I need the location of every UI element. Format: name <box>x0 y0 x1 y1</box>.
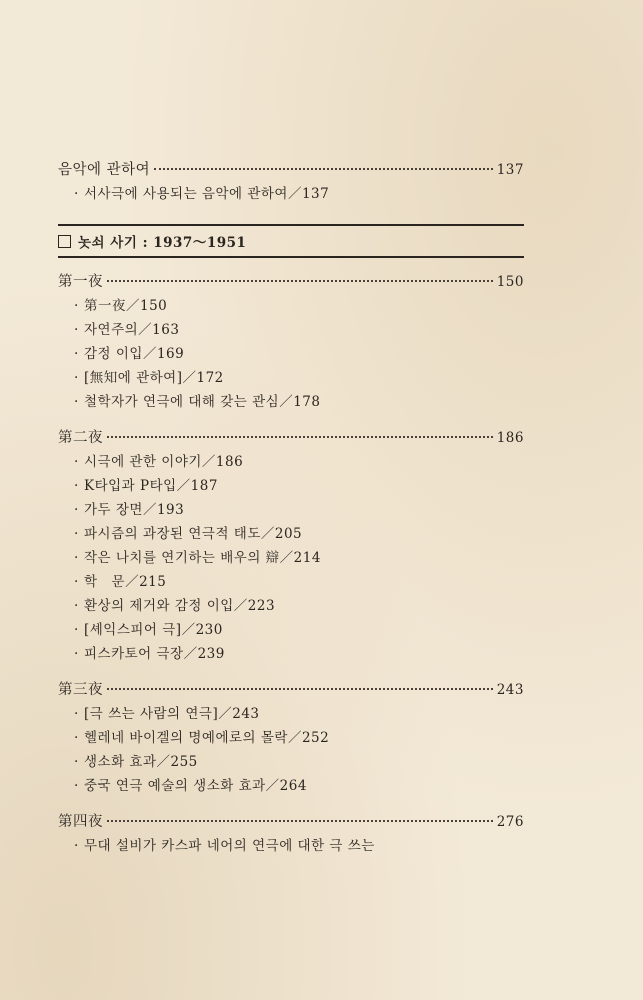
toc-subentry <box>58 498 524 522</box>
subentry-text: 학 문／215 <box>84 574 167 590</box>
toc-entry-third-night <box>58 678 524 702</box>
subentry-text: 서사극에 사용되는 음악에 관하여／137 <box>84 186 330 202</box>
toc-subentry <box>58 774 524 798</box>
table-of-contents <box>58 158 524 858</box>
bullet-marker: · <box>74 598 79 614</box>
bullet-marker: · <box>74 394 79 410</box>
bullet-marker: · <box>74 454 79 470</box>
subentry-text: 철학자가 연극에 대해 갖는 관심／178 <box>84 394 321 410</box>
dot-leader <box>107 280 493 282</box>
subentry-text: 파시즘의 과장된 연극적 태도／205 <box>84 526 303 542</box>
subentry-text: 작은 나치를 연기하는 배우의 辯／214 <box>84 550 321 566</box>
dot-leader <box>154 168 493 170</box>
bullet-marker: · <box>74 478 79 494</box>
bullet-marker: · <box>74 622 79 638</box>
subentry-text: 자연주의／163 <box>84 322 180 338</box>
subentry-text: 第一夜／150 <box>84 298 168 314</box>
bullet-marker: · <box>74 370 79 386</box>
bullet-marker: · <box>74 550 79 566</box>
dot-leader <box>107 688 493 690</box>
subentry-text: 중국 연극 예술의 생소화 효과／264 <box>84 778 307 794</box>
bullet-marker: · <box>74 186 79 202</box>
entry-page-number: 186 <box>496 430 524 446</box>
toc-entry-first-night <box>58 270 524 294</box>
toc-subentry <box>58 618 524 642</box>
bullet-marker: · <box>74 298 79 314</box>
bullet-marker: · <box>74 838 79 854</box>
bullet-marker: · <box>74 778 79 794</box>
subentry-text: [無知에 관하여]／172 <box>84 370 224 386</box>
toc-subentry <box>58 570 524 594</box>
bullet-marker: · <box>74 526 79 542</box>
bullet-marker: · <box>74 730 79 746</box>
square-box-icon <box>58 235 71 248</box>
subentry-text: 헬레네 바이겔의 명예에로의 몰락／252 <box>84 730 330 746</box>
toc-subentry <box>58 726 524 750</box>
bullet-marker: · <box>74 574 79 590</box>
entry-page-number: 276 <box>496 814 524 830</box>
toc-subentry <box>58 390 524 414</box>
entry-page-number: 243 <box>496 682 524 698</box>
entry-page-number: 150 <box>496 274 524 290</box>
bullet-marker: · <box>74 322 79 338</box>
subentry-text: [극 쓰는 사람의 연극]／243 <box>84 706 260 722</box>
entry-page-number: 137 <box>496 162 524 178</box>
subentry-text: 감정 이입／169 <box>84 346 185 362</box>
section-header-text: 놋쇠 사기 : 1937～1951 <box>78 235 247 251</box>
entry-title: 第三夜 <box>58 682 103 698</box>
section-header <box>58 226 524 256</box>
bullet-marker: · <box>74 346 79 362</box>
entry-title: 第四夜 <box>58 814 103 830</box>
bullet-marker: · <box>74 754 79 770</box>
toc-subentry <box>58 474 524 498</box>
toc-subentry <box>58 750 524 774</box>
toc-subentry <box>58 182 524 206</box>
toc-subentry <box>58 642 524 666</box>
bullet-marker: · <box>74 502 79 518</box>
subentry-text: 가두 장면／193 <box>84 502 185 518</box>
toc-entry-fourth-night <box>58 810 524 834</box>
toc-subentry <box>58 318 524 342</box>
toc-entry-music <box>58 158 524 182</box>
subentry-text: 피스카토어 극장／239 <box>84 646 225 662</box>
subentry-text: 무대 설비가 카스파 네어의 연극에 대한 극 쓰는 <box>84 838 375 854</box>
toc-subentry <box>58 702 524 726</box>
toc-subentry <box>58 522 524 546</box>
toc-entry-second-night <box>58 426 524 450</box>
toc-subentry <box>58 450 524 474</box>
entry-title: 음악에 관하여 <box>58 162 151 178</box>
toc-subentry <box>58 366 524 390</box>
bullet-marker: · <box>74 646 79 662</box>
bullet-marker: · <box>74 706 79 722</box>
subentry-text: 시극에 관한 이야기／186 <box>84 454 244 470</box>
entry-title: 第一夜 <box>58 274 103 290</box>
dot-leader <box>107 436 493 438</box>
toc-subentry <box>58 594 524 618</box>
toc-subentry <box>58 834 524 858</box>
subentry-text: K타입과 P타입／187 <box>84 478 218 494</box>
toc-subentry <box>58 342 524 366</box>
entry-title: 第二夜 <box>58 430 103 446</box>
subentry-text: [셰익스피어 극]／230 <box>84 622 223 638</box>
subentry-text: 환상의 제거와 감정 이입／223 <box>84 598 276 614</box>
subentry-text: 생소화 효과／255 <box>84 754 198 770</box>
toc-subentry <box>58 294 524 318</box>
toc-subentry <box>58 546 524 570</box>
dot-leader <box>107 820 493 822</box>
